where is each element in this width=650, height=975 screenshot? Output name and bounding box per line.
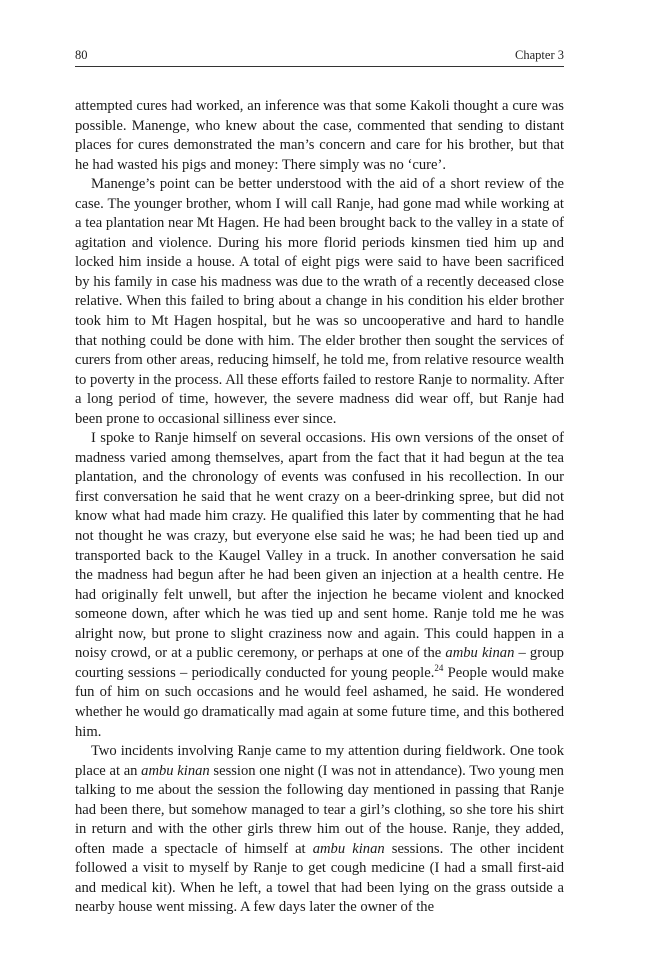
paragraph-2	[75, 175, 564, 429]
footnote-ref: 24	[434, 662, 444, 673]
text-segment: People would make fun of him on such occasions and he would feel ashamed, he said. He wondered whether he would go dramatically mad again at some future time, and this bothered him.	[75, 664, 564, 740]
paragraph-3	[75, 429, 564, 742]
paragraph-1	[75, 97, 564, 175]
paragraph-4	[75, 742, 564, 918]
text-segment: Manenge’s point can be better understood with the aid of a short review of the case. The younger brother, whom I will call Ranje, had gone mad while working at a tea plantation near Mt Hagen. He had been brought back to the valley in a state of agitation and violence. During his more florid periods kinsmen tied him up and locked him inside a house. A total of eight pigs were said to have been sacrificed by his family in case his madness was due to the wrath of a recently deceased close relative. When this failed to bring about a change in his condition his elder brother took him to Mt Hagen hospital, but he was so uncooperative and hard to handle that nothing could be done with him. The elder brother then sought the services of curers from other areas, reducing himself, he told me, from relative resource wealth to poverty in the process. All these efforts failed to restore Ranje to normality. After a long period of time, however, the severe madness did wear off, but Ranje had been prone to occasional silliness ever since.	[75, 176, 564, 427]
text-segment: session one night (I was not in attendance). Two young men talking to me about the session the following day mentioned in passing that Ranje had been there, but somehow managed to tear a girl’s clothing, so she tore his shirt in return and with the other girls threw him out of the house. Ranje, they added, often made a spectacle of himself at	[75, 762, 564, 857]
page-number: 80	[75, 48, 88, 62]
text-segment: sessions. The other incident followed a visit to myself by Ranje to get cough medicine (I had a small first-aid and medical kit). When he left, a towel that had been lying on the grass outside a nearby house went missing. A few days later the owner of the	[75, 840, 564, 916]
text-segment: attempted cures had worked, an inference was that some Kakoli thought a cure was possible. Manenge, who knew about the case, commented that sending to distant places for cures demonstrated the man’s concern and care for his brother, but that he had wasted his pigs and money: There simply was no ‘cure’.	[75, 98, 564, 173]
italic-term: ambu kinan	[312, 840, 385, 857]
running-header	[75, 48, 564, 63]
italic-term: ambu kinan	[445, 645, 515, 662]
italic-term: ambu kinan	[141, 762, 210, 779]
header-rule	[75, 66, 564, 67]
text-segment: – group courting sessions – periodically conducted for young people.	[75, 645, 564, 681]
chapter-title: Chapter 3	[515, 48, 564, 62]
body-text	[75, 97, 564, 918]
text-segment: Two incidents involving Ranje came to my attention during fieldwork. One took place at an	[75, 743, 564, 779]
text-segment: I spoke to Ranje himself on several occasions. His own versions of the onset of madness varied among themselves, apart from the fact that it had begun at the tea plantation, and the chronology of events was confused in his recollection. In our first conversation he said that he went crazy on a beer-drinking spree, but did not know what had made him crazy. He qualified this later by commenting that he had not thought he was crazy, but everyone else said he was; he had been tied up and transported back to the Kaugel Valley in a truck. In another conversation he said the madness had begun after he had been given an injection at a health centre. He had originally felt unwell, but after the injection he became violent and knocked someone down, after which he was tied up and sent home. Ranje told me he was alright now, but prone to slight craziness now and again. This could happen in a noisy crowd, or at a public ceremony, or perhaps at one of the	[75, 430, 564, 662]
